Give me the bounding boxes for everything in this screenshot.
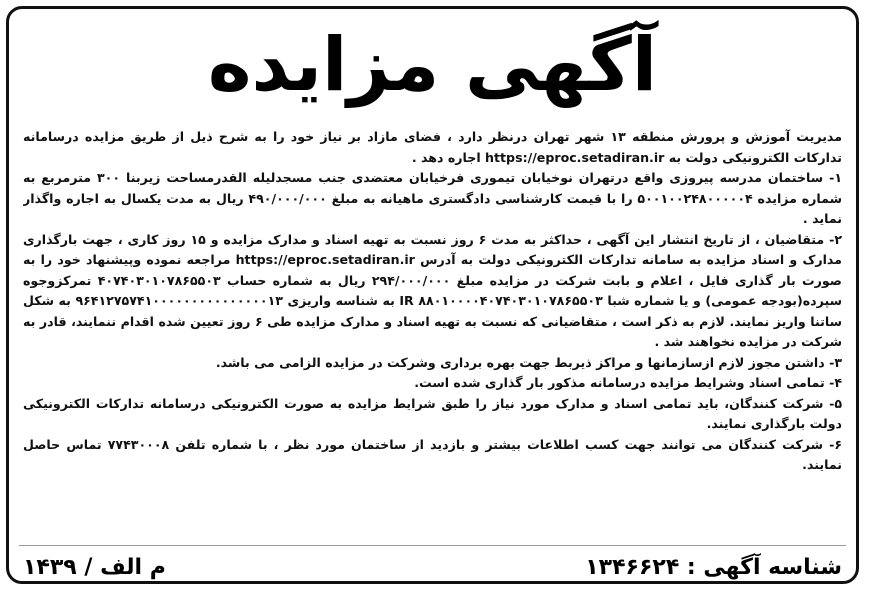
ad-frame [6,6,859,584]
ad-item-4: ۴- تمامی اسناد وشرایط مزایده درسامانه مذکور بار گذاری شده است. [414,375,842,390]
ad-item-2: ۲- متقاضیان ، از تاریخ انتشار این آگهی ، حداکثر به مدت ۶ روز نسبت به تهیه اسناد و مدارک مزایده و ۱۵ روز کاری ، جهت بارگذاری مدارک و اسناد مزایده به سامانه تدارکات الکترونیکی دولت به آدرس https://eproc.setadiran.ir مراجعه نموده وپیشنهاد خود را به صورت بار گذاری فایل ، اعلام و بابت شرکت در مزایده مبلغ ۲۹۴/۰۰۰/۰۰۰ ریال به شماره حساب ۴۰۷۴۰۳۰۱۰۷۸۶۵۵۰۳ تمرکزوجوه سپرده(بودجه عمومی) و یا شماره شبا IR ۸۸۰۱۰۰۰۰۴۰۷۴۰۳۰۱۰۷۸۶۵۵۰۳ به شناسه واریزی ۹۶۴۱۲۷۵۷۴۱۰۰۰۰۰۰۰۰۰۰۰۰۰۰۰۱۳ به شکل ساتنا واریز نمایند. لازم به ذکر است ، متقاضیانی که نسبت به تهیه اسناد و مدارک مزایده طی ۶ روز تعیین شده اقدام ننمایند، قادر به شرکت در مزایده نخواهند شد . [23,231,842,349]
ad-item-6: ۶- شرکت کنندگان می توانند جهت کسب اطلاعات بیشتر و بازدید از ساختمان مورد نظر ، با شماره تلفن ۷۷۴۳۰۰۰۸ تماس حاصل نمایند. [23,436,842,472]
ad-item-5: ۵- شرکت کنندگان، باید تمامی اسناد و مدارک مورد نیاز را طبق شرایط مزایده به صورت الکترونیکی درسامانه تدارکات الکترونیکی دولت بارگذاری نمایند. [23,395,842,431]
ad-code: م الف / ۱۴۳۹ [23,555,166,580]
footer-divider [19,545,846,546]
ad-intro: مدیریت آموزش و پرورش منطقه ۱۳ شهر تهران درنظر دارد ، فضای مازاد بر نیاز خود را به شرح ذیل از طریق مزایده درسامانه تدارکات الکترونیکی دولت به https://eproc.setadiran.ir اجاره دهد . [23,129,842,165]
ad-title: آگهی مزایده [207,22,658,108]
ad-id: شناسه آگهی : ۱۳۴۶۶۲۴ [585,555,842,580]
ad-item-3: ۳- داشتن مجوز لازم ازسازمانها و مراکز ذیربط جهت بهره برداری وشرکت در مزایده الزامی می باشد. [215,354,842,370]
ad-item-1: ۱- ساختمان مدرسه پیروزی واقع درتهران نوخیابان تیموری فرخیابان معتضدی جنب مسجدلیله القدرمساحت زیربنا ۳۰۰ مترمربع به شماره مزایده ۵۰۰۱۰۰۲۴۸۰۰۰۰۰۴ را با قیمت کارشناسی دادگستری ماهیانه به مبلغ ۴۹۰/۰۰۰/۰۰۰ ریال به مدت یکسال به اجاره واگذار نماید . [23,170,842,226]
ad-body [23,127,842,561]
